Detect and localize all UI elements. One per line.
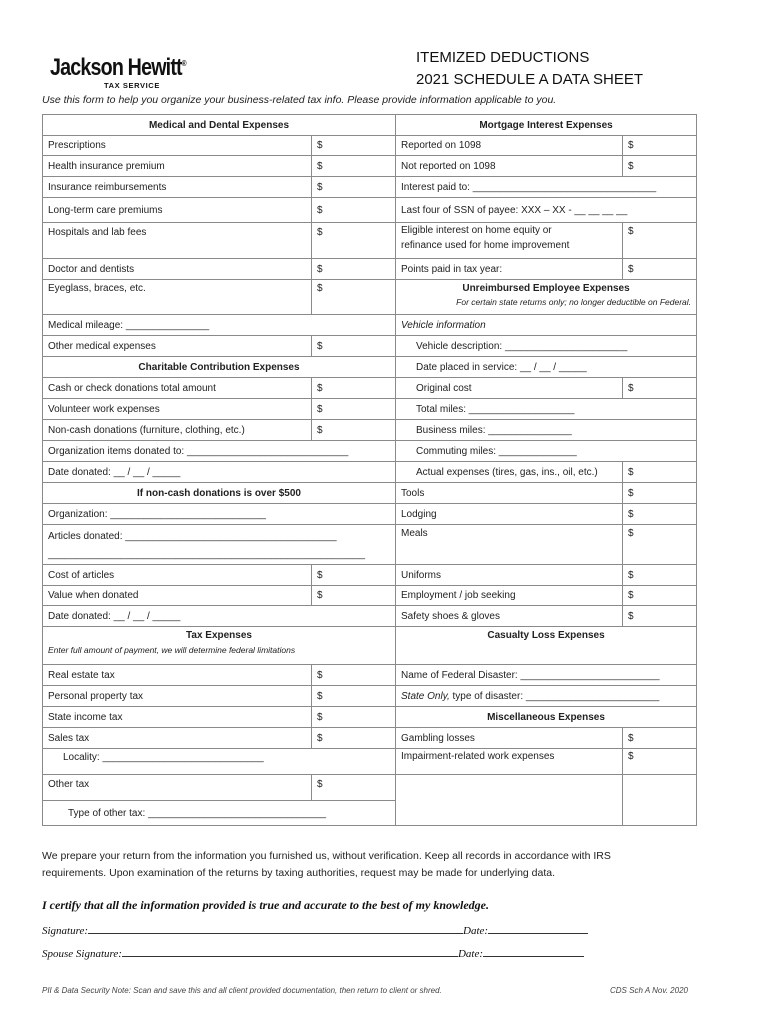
sales-tax-label: Sales tax <box>43 728 312 749</box>
employee-header-cell <box>396 280 697 315</box>
actual-expenses-label: Actual expenses (tires, gas, ins., oil, etc.) <box>396 462 623 483</box>
tax-header: Tax Expenses <box>186 630 252 641</box>
eyeglass-amount[interactable]: $ <box>312 280 396 315</box>
original-cost-label: Original cost <box>396 378 623 399</box>
signature-date-line[interactable] <box>488 922 588 934</box>
safety-label: Safety shoes & gloves <box>396 606 623 627</box>
doctor-amount[interactable]: $ <box>312 259 396 280</box>
reported-1098-amount[interactable]: $ <box>623 136 697 156</box>
date-donated-2-field[interactable]: Date donated: __ / __ / _____ <box>43 606 396 627</box>
commuting-miles-field[interactable]: Commuting miles: ______________ <box>396 441 697 462</box>
signature-row <box>42 922 588 937</box>
pii-security-note: PII & Data Security Note: Scan and save this and all client provided documentation, then return to client or shred. <box>42 986 442 995</box>
original-cost-amount[interactable]: $ <box>623 378 697 399</box>
spouse-signature-label: Spouse Signature: <box>42 948 122 960</box>
intro-text: Use this form to help you organize your business-related tax info. Please provide information applicable to you. <box>42 94 557 106</box>
spouse-date-label: Date: <box>457 948 483 960</box>
ltc-premiums-label: Long-term care premiums <box>43 198 312 223</box>
cash-donations-label: Cash or check donations total amount <box>43 378 312 399</box>
impairment-label: Impairment-related work expenses <box>396 749 623 775</box>
health-insurance-amount[interactable]: $ <box>312 156 396 177</box>
type-other-tax-field[interactable]: Type of other tax: ________________________________ <box>43 801 396 826</box>
logo-subtitle: TAX SERVICE <box>104 81 160 90</box>
state-income-amount[interactable]: $ <box>312 707 396 728</box>
organization-field[interactable]: Organization: ____________________________ <box>43 504 396 525</box>
uniforms-amount[interactable]: $ <box>623 565 697 586</box>
insurance-reimbursements-amount[interactable]: $ <box>312 177 396 198</box>
locality-field[interactable]: Locality: _____________________________ <box>43 749 396 767</box>
page-title <box>416 47 643 91</box>
cash-donations-amount[interactable]: $ <box>312 378 396 399</box>
interest-paid-to-field[interactable]: Interest paid to: _________________________________ <box>396 177 697 198</box>
state-disaster-field[interactable]: State Only, type of disaster: ________________________ <box>396 686 697 707</box>
signature-label: Signature: <box>42 925 89 937</box>
value-donated-label: Value when donated <box>43 586 312 606</box>
other-medical-amount[interactable]: $ <box>312 336 396 357</box>
signature-date-label: Date: <box>463 925 489 937</box>
disclaimer-line-2: requirements. Upon examination of the returns by taxing authorities, request may be made for underlying data. <box>42 867 556 879</box>
vehicle-description-field[interactable]: Vehicle description: ______________________ <box>396 336 697 357</box>
logo-registered-mark: ® <box>181 59 187 68</box>
personal-property-amount[interactable]: $ <box>312 686 396 707</box>
hospitals-amount[interactable]: $ <box>312 223 396 259</box>
insurance-reimbursements-label: Insurance reimbursements <box>43 177 312 198</box>
state-income-label: State income tax <box>43 707 312 728</box>
points-paid-amount[interactable]: $ <box>623 259 697 280</box>
impairment-amount[interactable]: $ <box>623 749 697 775</box>
form-code: CDS Sch A Nov. 2020 <box>610 986 688 995</box>
noncash-donations-label: Non-cash donations (furniture, clothing, etc.) <box>43 420 312 441</box>
employment-label: Employment / job seeking <box>396 586 623 606</box>
eligible-interest-amount[interactable]: $ <box>623 223 697 259</box>
other-tax-label: Other tax <box>43 775 312 801</box>
employment-amount[interactable]: $ <box>623 586 697 606</box>
tax-header-cell <box>43 627 396 665</box>
employee-header: Unreimbursed Employee Expenses <box>462 283 630 294</box>
deductions-table <box>42 114 697 826</box>
cost-articles-amount[interactable]: $ <box>312 565 396 586</box>
casualty-header: Casualty Loss Expenses <box>396 627 697 665</box>
prescriptions-amount[interactable]: $ <box>312 136 396 156</box>
jackson-hewitt-logo <box>50 52 190 90</box>
payee-ssn-field[interactable]: Last four of SSN of payee: XXX – XX - __ __ __ __ <box>396 198 697 223</box>
signature-line[interactable] <box>88 922 463 934</box>
employee-note: For certain state returns only; no longer deductible on Federal. <box>456 297 691 307</box>
spouse-signature-line[interactable] <box>122 945 458 957</box>
eyeglass-label: Eyeglass, braces, etc. <box>43 280 312 315</box>
lodging-amount[interactable]: $ <box>623 504 697 525</box>
mortgage-header: Mortgage Interest Expenses <box>396 115 697 136</box>
hospitals-label: Hospitals and lab fees <box>43 223 312 259</box>
certification-statement: I certify that all the information provided is true and accurate to the best of my knowledge. <box>42 898 489 912</box>
misc-header: Miscellaneous Expenses <box>396 707 697 728</box>
sales-tax-amount[interactable]: $ <box>312 728 396 749</box>
medical-mileage-field[interactable]: Medical mileage: _______________ <box>43 315 396 336</box>
actual-expenses-amount[interactable]: $ <box>623 462 697 483</box>
title-line-1: ITEMIZED DEDUCTIONS <box>416 49 590 66</box>
meals-label: Meals <box>396 525 623 565</box>
charitable-header: Charitable Contribution Expenses <box>43 357 396 378</box>
points-paid-label: Points paid in tax year: <box>396 259 623 280</box>
tools-amount[interactable]: $ <box>623 483 697 504</box>
other-medical-label: Other medical expenses <box>43 336 312 357</box>
cost-articles-label: Cost of articles <box>43 565 312 586</box>
date-donated-field[interactable]: Date donated: __ / __ / _____ <box>43 462 396 483</box>
total-miles-field[interactable]: Total miles: ___________________ <box>396 399 697 420</box>
date-placed-field[interactable]: Date placed in service: __ / __ / _____ <box>396 357 697 378</box>
volunteer-amount[interactable]: $ <box>312 399 396 420</box>
not-reported-1098-label: Not reported on 1098 <box>396 156 623 177</box>
federal-disaster-field[interactable]: Name of Federal Disaster: _________________________ <box>396 665 697 686</box>
medical-header: Medical and Dental Expenses <box>43 115 396 136</box>
personal-property-label: Personal property tax <box>43 686 312 707</box>
real-estate-label: Real estate tax <box>43 665 312 686</box>
not-reported-1098-amount[interactable]: $ <box>623 156 697 177</box>
spouse-signature-row <box>42 945 584 960</box>
articles-donated-field[interactable]: Articles donated: ______________________________________ _________________________________________________________ <box>43 525 396 565</box>
meals-amount[interactable]: $ <box>623 525 697 565</box>
organization-items-field[interactable]: Organization items donated to: _____________________________ <box>43 441 396 462</box>
ltc-premiums-amount[interactable]: $ <box>312 198 396 223</box>
gambling-label: Gambling losses <box>396 728 623 749</box>
real-estate-amount[interactable]: $ <box>312 665 396 686</box>
logo-brand: Jackson Hewitt <box>50 54 182 81</box>
safety-amount[interactable]: $ <box>623 606 697 627</box>
tax-note: Enter full amount of payment, we will determine federal limitations <box>48 645 296 655</box>
prescriptions-label: Prescriptions <box>43 136 312 156</box>
noncash-donations-amount[interactable]: $ <box>312 420 396 441</box>
tools-label: Tools <box>396 483 623 504</box>
business-miles-field[interactable]: Business miles: _______________ <box>396 420 697 441</box>
spouse-date-line[interactable] <box>483 945 584 957</box>
vehicle-info-label: Vehicle information <box>396 315 697 336</box>
uniforms-label: Uniforms <box>396 565 623 586</box>
value-donated-amount[interactable]: $ <box>312 586 396 606</box>
eligible-interest-label: Eligible interest on home equity or refinance used for home improvement <box>396 223 623 259</box>
lodging-label: Lodging <box>396 504 623 525</box>
doctor-label: Doctor and dentists <box>43 259 312 280</box>
over-500-header: If non-cash donations is over $500 <box>43 483 396 504</box>
other-tax-amount[interactable]: $ <box>312 775 396 801</box>
title-line-2: 2021 SCHEDULE A DATA SHEET <box>416 71 644 88</box>
health-insurance-label: Health insurance premium <box>43 156 312 177</box>
reported-1098-label: Reported on 1098 <box>396 136 623 156</box>
disclaimer-line-1: We prepare your return from the information you furnished us, without verification. Keep all records in accordance with IRS <box>42 850 611 862</box>
gambling-amount[interactable]: $ <box>623 728 697 749</box>
volunteer-label: Volunteer work expenses <box>43 399 312 420</box>
